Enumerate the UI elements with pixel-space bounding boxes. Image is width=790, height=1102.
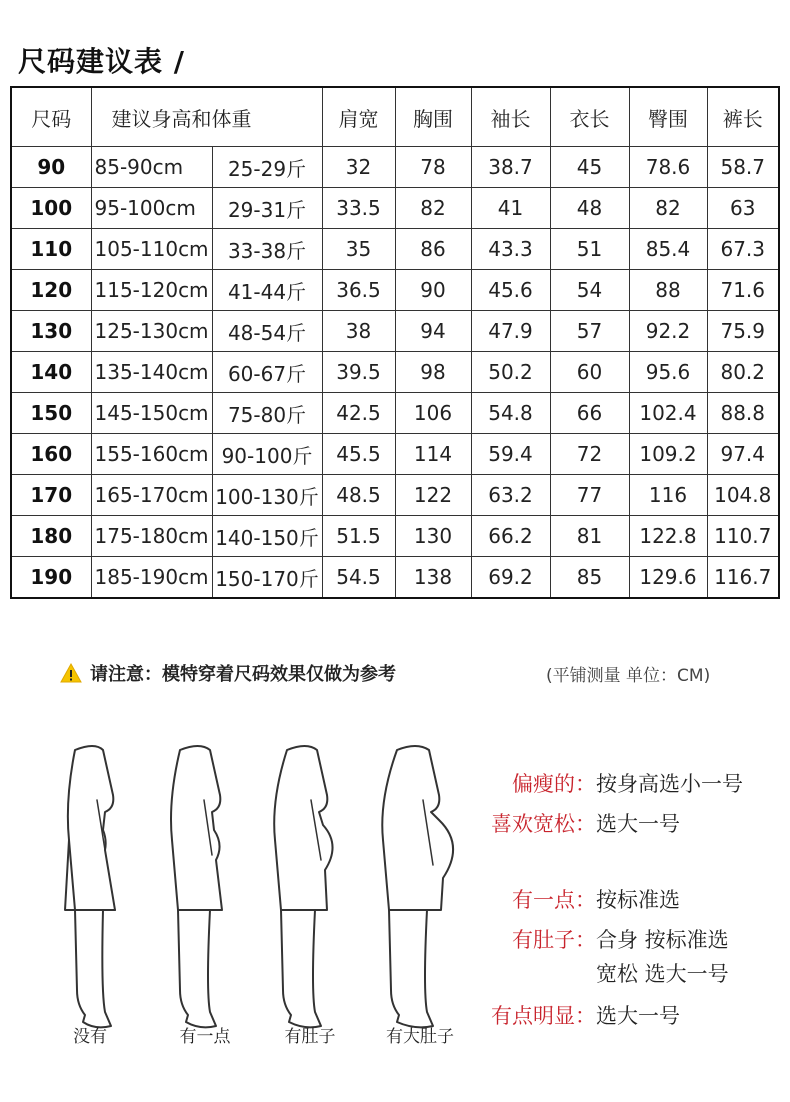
cell-length: 51 (550, 229, 629, 270)
cell-size: 140 (11, 352, 91, 393)
header-height-weight: 建议身高和体重 (91, 87, 322, 147)
cell-weight: 33-38斤 (212, 229, 322, 270)
advice-line-loose (440, 808, 785, 838)
cell-height: 125-130cm (91, 311, 212, 352)
cell-pants: 97.4 (707, 434, 779, 475)
cell-size: 110 (11, 229, 91, 270)
cell-shoulder: 33.5 (322, 188, 395, 229)
cell-height: 85-90cm (91, 147, 212, 188)
cell-weight: 41-44斤 (212, 270, 322, 311)
page-title: 尺码建议表 / (18, 45, 185, 78)
cell-chest: 94 (395, 311, 471, 352)
figure-label-belly: 有肚子 (284, 1027, 336, 1047)
cell-hip: 109.2 (629, 434, 707, 475)
cell-height: 155-160cm (91, 434, 212, 475)
advice-value: 按标准选 (596, 888, 680, 912)
cell-weight: 150-170斤 (212, 557, 322, 599)
header-chest: 胸围 (395, 87, 471, 147)
advice-label: 喜欢宽松： (491, 812, 596, 836)
table-body (11, 147, 779, 599)
cell-chest: 114 (395, 434, 471, 475)
cell-sleeve: 59.4 (471, 434, 550, 475)
warning-icon (60, 663, 82, 683)
cell-hip: 78.6 (629, 147, 707, 188)
advice-value: 选大一号 (596, 1004, 680, 1028)
cell-shoulder: 32 (322, 147, 395, 188)
header-shoulder: 肩宽 (322, 87, 395, 147)
cell-shoulder: 48.5 (322, 475, 395, 516)
cell-pants: 75.9 (707, 311, 779, 352)
cell-length: 45 (550, 147, 629, 188)
cell-pants: 58.7 (707, 147, 779, 188)
cell-length: 54 (550, 270, 629, 311)
cell-height: 185-190cm (91, 557, 212, 599)
advice-label: 有一点： (512, 888, 596, 912)
cell-pants: 63 (707, 188, 779, 229)
header-size: 尺码 (11, 87, 91, 147)
table-row (11, 188, 779, 229)
table-row (11, 229, 779, 270)
cell-length: 77 (550, 475, 629, 516)
header-sleeve: 袖长 (471, 87, 550, 147)
table-row (11, 147, 779, 188)
cell-weight: 100-130斤 (212, 475, 322, 516)
cell-pants: 104.8 (707, 475, 779, 516)
cell-shoulder: 35 (322, 229, 395, 270)
table-row (11, 434, 779, 475)
cell-hip: 88 (629, 270, 707, 311)
cell-chest: 106 (395, 393, 471, 434)
cell-sleeve: 43.3 (471, 229, 550, 270)
cell-hip: 122.8 (629, 516, 707, 557)
cell-shoulder: 38 (322, 311, 395, 352)
cell-height: 95-100cm (91, 188, 212, 229)
header-pants: 裤长 (707, 87, 779, 147)
advice-line-slim (440, 768, 785, 798)
cell-weight: 140-150斤 (212, 516, 322, 557)
cell-chest: 130 (395, 516, 471, 557)
advice-label: 有点明显： (491, 1004, 596, 1028)
figure-little-belly (171, 746, 222, 1027)
cell-sleeve: 63.2 (471, 475, 550, 516)
advice-line-little (440, 884, 785, 914)
body-shape-figures (55, 740, 475, 1060)
cell-chest: 98 (395, 352, 471, 393)
cell-height: 115-120cm (91, 270, 212, 311)
cell-hip: 95.6 (629, 352, 707, 393)
cell-sleeve: 38.7 (471, 147, 550, 188)
cell-length: 81 (550, 516, 629, 557)
advice-value: 合身 按标准选 (596, 928, 729, 952)
cell-pants: 80.2 (707, 352, 779, 393)
cell-pants: 116.7 (707, 557, 779, 599)
table-row (11, 393, 779, 434)
cell-pants: 71.6 (707, 270, 779, 311)
cell-height: 135-140cm (91, 352, 212, 393)
cell-shoulder: 51.5 (322, 516, 395, 557)
measure-unit-note: (平铺测量 单位：CM) (546, 666, 711, 686)
figure-label-big-belly: 有大肚子 (386, 1027, 454, 1047)
cell-size: 170 (11, 475, 91, 516)
cell-hip: 102.4 (629, 393, 707, 434)
cell-sleeve: 45.6 (471, 270, 550, 311)
cell-size: 120 (11, 270, 91, 311)
cell-chest: 138 (395, 557, 471, 599)
cell-hip: 85.4 (629, 229, 707, 270)
figure-label-none: 没有 (73, 1027, 107, 1047)
advice-value: 选大一号 (596, 812, 680, 836)
advice-value: 按身高选小一号 (596, 772, 743, 796)
cell-pants: 88.8 (707, 393, 779, 434)
cell-shoulder: 45.5 (322, 434, 395, 475)
cell-length: 85 (550, 557, 629, 599)
table-row (11, 311, 779, 352)
cell-size: 180 (11, 516, 91, 557)
cell-chest: 86 (395, 229, 471, 270)
cell-weight: 48-54斤 (212, 311, 322, 352)
cell-size: 130 (11, 311, 91, 352)
cell-chest: 82 (395, 188, 471, 229)
cell-sleeve: 69.2 (471, 557, 550, 599)
cell-length: 72 (550, 434, 629, 475)
cell-weight: 90-100斤 (212, 434, 322, 475)
table-header-row (11, 87, 779, 147)
advice-label: 偏瘦的： (512, 772, 596, 796)
cell-chest: 90 (395, 270, 471, 311)
notice-text: 请注意：模特穿着尺码效果仅做为参考 (90, 664, 396, 685)
header-length: 衣长 (550, 87, 629, 147)
cell-pants: 110.7 (707, 516, 779, 557)
advice-value: 宽松 选大一号 (596, 962, 729, 986)
cell-size: 100 (11, 188, 91, 229)
cell-weight: 75-80斤 (212, 393, 322, 434)
cell-size: 90 (11, 147, 91, 188)
cell-hip: 92.2 (629, 311, 707, 352)
figure-belly (274, 746, 332, 1027)
cell-sleeve: 41 (471, 188, 550, 229)
cell-height: 175-180cm (91, 516, 212, 557)
notice (60, 660, 396, 686)
cell-length: 60 (550, 352, 629, 393)
cell-size: 190 (11, 557, 91, 599)
advice-line-belly (440, 924, 785, 954)
advice-line-belly-loose (440, 958, 785, 988)
advice-label: 有肚子： (512, 928, 596, 952)
cell-chest: 78 (395, 147, 471, 188)
table-row (11, 270, 779, 311)
cell-sleeve: 54.8 (471, 393, 550, 434)
table-row (11, 557, 779, 599)
figure-label-little: 有一点 (179, 1027, 231, 1047)
table-row (11, 352, 779, 393)
cell-sleeve: 50.2 (471, 352, 550, 393)
cell-height: 105-110cm (91, 229, 212, 270)
cell-shoulder: 42.5 (322, 393, 395, 434)
cell-weight: 25-29斤 (212, 147, 322, 188)
cell-length: 57 (550, 311, 629, 352)
header-hip: 臀围 (629, 87, 707, 147)
cell-hip: 116 (629, 475, 707, 516)
cell-pants: 67.3 (707, 229, 779, 270)
cell-height: 165-170cm (91, 475, 212, 516)
cell-weight: 60-67斤 (212, 352, 322, 393)
cell-shoulder: 54.5 (322, 557, 395, 599)
cell-shoulder: 39.5 (322, 352, 395, 393)
cell-weight: 29-31斤 (212, 188, 322, 229)
cell-chest: 122 (395, 475, 471, 516)
size-chart-table (10, 86, 780, 599)
table-row (11, 516, 779, 557)
cell-hip: 129.6 (629, 557, 707, 599)
cell-sleeve: 66.2 (471, 516, 550, 557)
cell-length: 66 (550, 393, 629, 434)
figure-no-belly (65, 746, 115, 1027)
cell-length: 48 (550, 188, 629, 229)
cell-size: 150 (11, 393, 91, 434)
cell-height: 145-150cm (91, 393, 212, 434)
cell-size: 160 (11, 434, 91, 475)
cell-sleeve: 47.9 (471, 311, 550, 352)
advice-line-obvious (440, 1000, 785, 1030)
table-row (11, 475, 779, 516)
cell-shoulder: 36.5 (322, 270, 395, 311)
cell-hip: 82 (629, 188, 707, 229)
